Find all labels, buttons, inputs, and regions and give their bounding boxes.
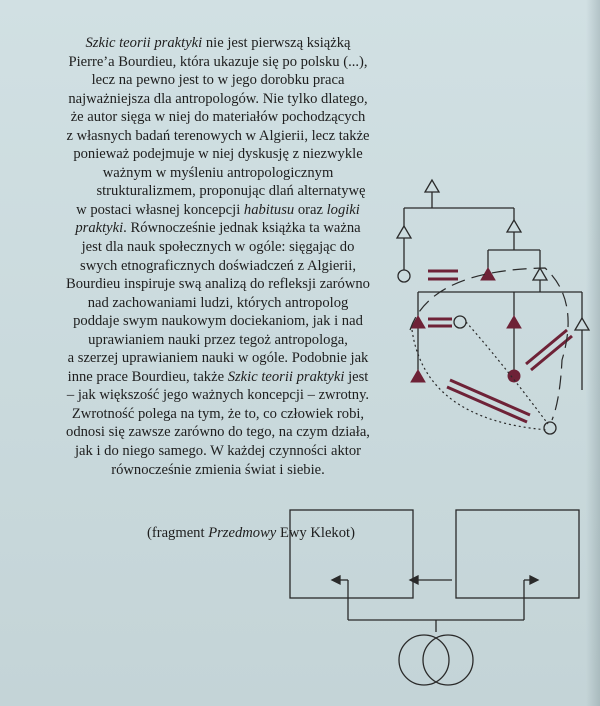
blurb-line: lecz na pewno jest to w jego dorobku praca [91,72,345,89]
blurb-line: Zwrotność polega na tym, że to, co człowiek robi, [71,405,365,422]
blurb-line: w postaci własnej koncepcji habitusu oraz logiki [76,201,360,218]
blurb-line: ważnym w myśleniu antropologicznym [102,164,334,181]
blurb-line: strukturalizmem, proponując dlań alternatywę [96,183,366,200]
blurb-line: że autor sięga w niej do materiałów pochodzących [70,109,366,126]
blurb-line: uprawianiem nauki przez tegoż antropologa, [88,331,348,348]
arrowhead [410,576,418,584]
left-circle [399,635,449,685]
blurb-line: jak i do niego samego. W każdej czynności aktor [75,443,361,460]
blurb-line: Pierre’a Bourdieu, która ukazuje się po polsku (...), [68,53,368,70]
quote-attribution: (fragment Przedmowy Ewy Klekot) [147,525,355,541]
blurb-line: równocześnie zmienia świat i siebie. [111,461,325,478]
blurb-line: – jak większość jego ważnych koncepcji – zwrotny. [66,387,370,404]
right-box [456,510,579,598]
blurb-line: najważniejsza dla antropologów. Nie tylko dlatego, [68,90,368,107]
blurb-line: Bourdieu inspiruje swą analizą do refleksji zarówno [66,276,370,293]
blurb-line: inne prace Bourdieu, także Szkic teorii praktyki jest [67,368,369,385]
left-box [290,510,413,598]
blurb-line: praktyki. Równocześnie jednak książka ta ważna [75,220,361,237]
blurb-line: swych etnograficznych doświadczeń z Algierii, [80,257,356,274]
blurb-line: z własnych badań terenowych w Algierii, lecz także [66,127,370,144]
arrowhead [530,576,538,584]
right-circle [423,635,473,685]
blurb-line: poddaje swym naukowym dociekaniom, jak i nad [73,313,363,330]
blurb-line: odnosi się zawsze zarówno do tego, na czym działa, [66,424,370,441]
blurb-line: Szkic teorii praktyki nie jest pierwszą książką [85,35,351,51]
blurb-line: a szerzej uprawianiem nauki w ogóle. Podobnie jak [67,350,369,367]
blurb-line: nad zachowaniami ludzi, których antropolog [87,294,349,311]
arrowhead [332,576,340,584]
blurb-line: ponieważ podejmuje w niej dyskusję z niezwykle [73,146,363,163]
blurb-line: jest dla nauk społecznych w ogóle: sięgając do [81,239,355,256]
